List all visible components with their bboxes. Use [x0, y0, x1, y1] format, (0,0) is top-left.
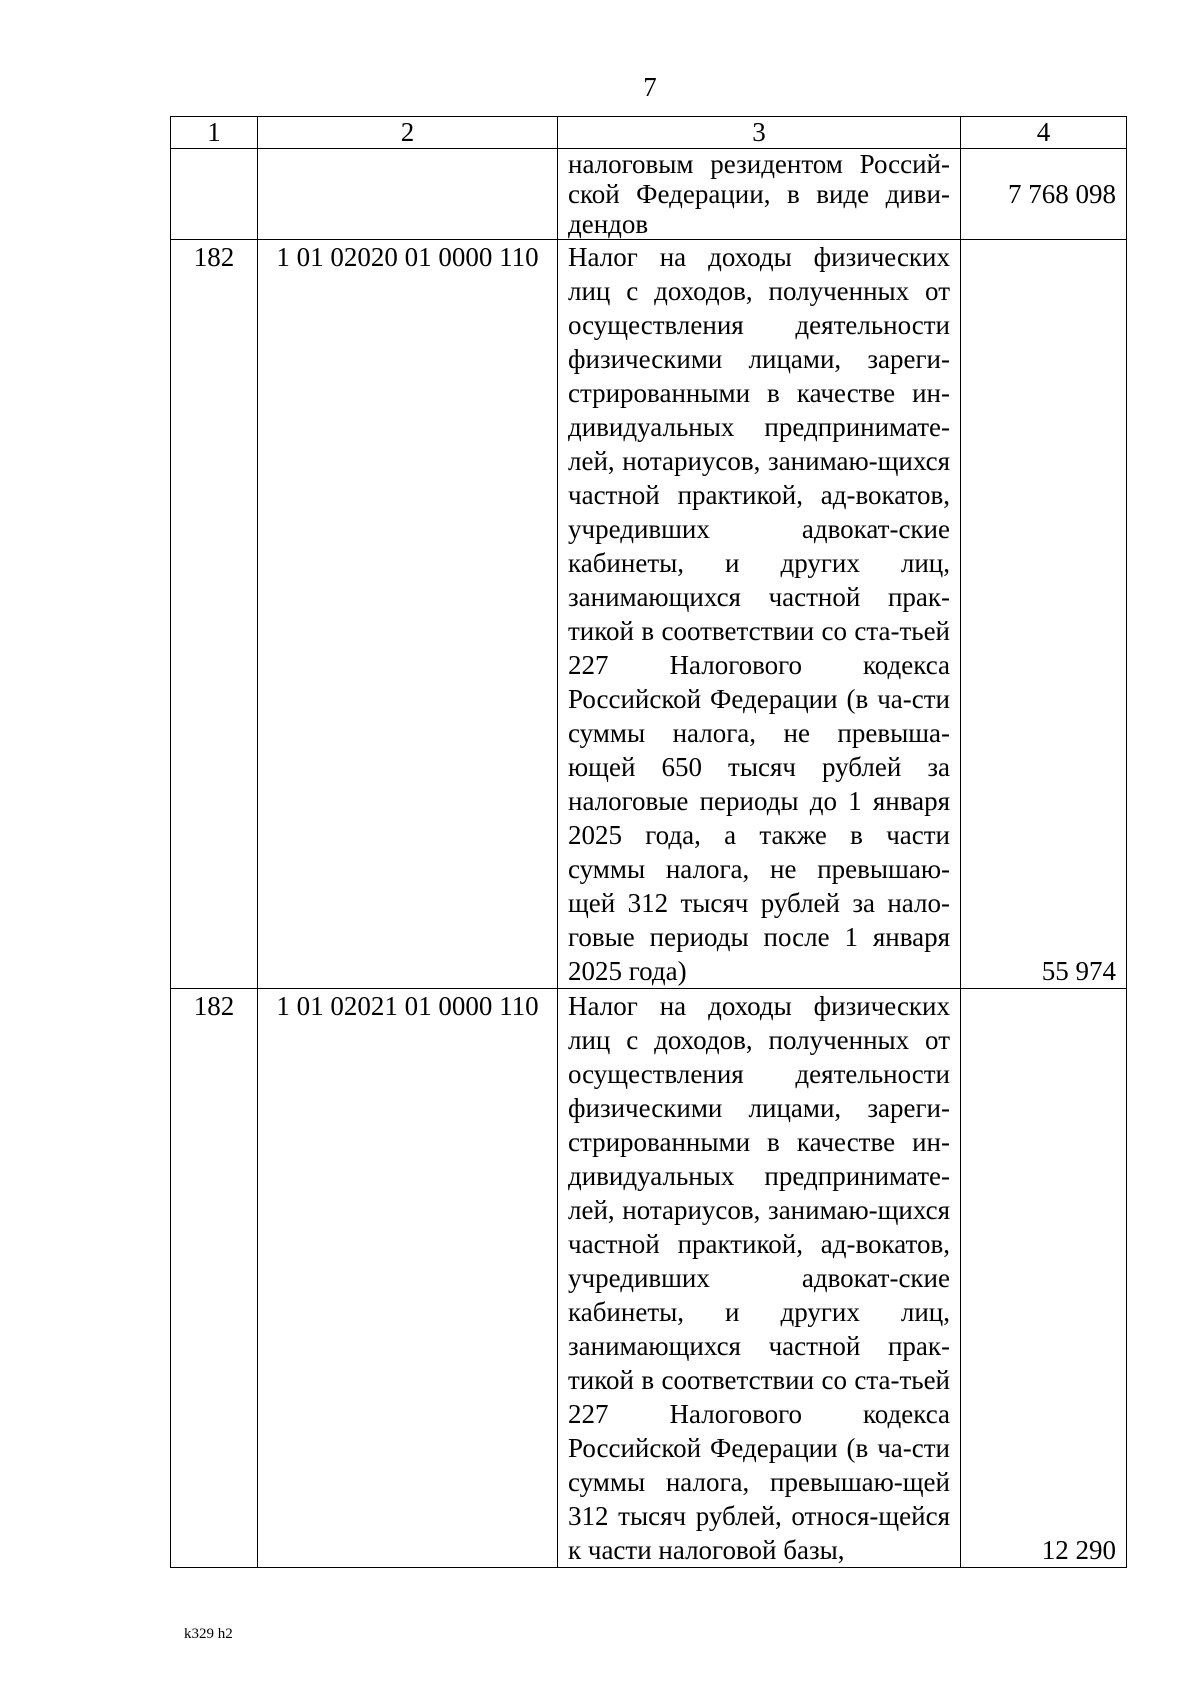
admin-code-cell — [171, 149, 258, 240]
table-row — [171, 240, 1127, 989]
column-number-3: 3 — [558, 117, 961, 149]
table-header-row — [171, 117, 1127, 149]
admin-code-cell: 182 — [171, 240, 258, 989]
column-number-2: 2 — [258, 117, 558, 149]
amount-cell: 12 290 — [961, 989, 1127, 1568]
budget-revenue-table — [170, 116, 1127, 1568]
table-row — [171, 149, 1127, 240]
revenue-name-cell: Налог на доходы физических лиц с доходов, полученных от осуществления деятельности физическими лицами, зареги-стрированными в качестве ин-дивидуальных предпринимате-лей, нотариусов, занимаю-щихся частной практикой, ад-вокатов, учредивших адвокат-ские кабинеты, и других лиц, занимающихся частной прак-тикой в соответствии со ста-тьей 227 Налогового кодекса Российской Федерации (в ча-сти суммы налога, превышаю-щей 312 тысяч рублей, относя-щейся к части налоговой базы, — [558, 989, 961, 1568]
revenue-name-cell: Налог на доходы физических лиц с доходов, полученных от осуществления деятельности физическими лицами, зареги-стрированными в качестве ин-дивидуальных предпринимате-лей, нотариусов, занимаю-щихся частной практикой, ад-вокатов, учредивших адвокат-ские кабинеты, и других лиц, занимающихся частной прак-тикой в соответствии со ста-тьей 227 Налогового кодекса Российской Федерации (в ча-сти суммы налога, не превыша-ющей 650 тысяч рублей за налоговые периоды до 1 января 2025 года, а также в части суммы налога, не превышаю-щей 312 тысяч рублей за нало-говые периоды после 1 января 2025 года) — [558, 240, 961, 989]
amount-cell: 7 768 098 — [961, 149, 1127, 240]
admin-code-cell: 182 — [171, 989, 258, 1568]
page-number: 7 — [643, 72, 657, 102]
amount-cell: 55 974 — [961, 240, 1127, 989]
budget-code-cell: 1 01 02020 01 0000 110 — [258, 240, 558, 989]
document-footer-code: k329 h2 — [184, 1626, 233, 1642]
column-number-4: 4 — [961, 117, 1127, 149]
table-row — [171, 989, 1127, 1568]
column-number-1: 1 — [171, 117, 258, 149]
budget-code-cell: 1 01 02021 01 0000 110 — [258, 989, 558, 1568]
budget-code-cell — [258, 149, 558, 240]
revenue-name-cell: налоговым резидентом Россий-ской Федерации, в виде диви-дендов — [558, 149, 961, 240]
